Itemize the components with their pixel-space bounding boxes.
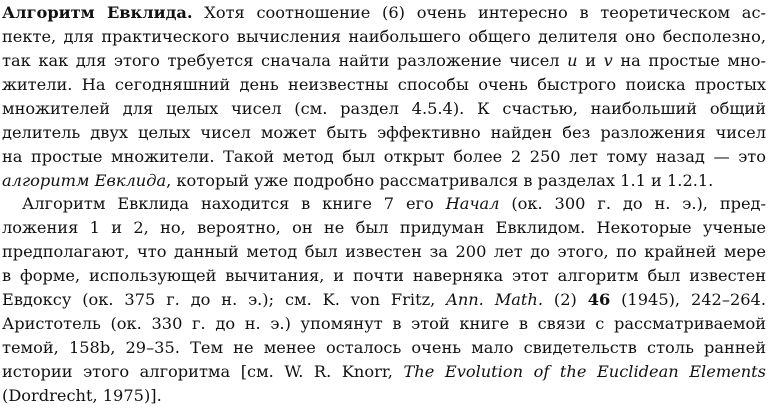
text-line bbox=[2, 312, 766, 336]
text-line bbox=[22, 192, 766, 216]
text-run: темой, 158b, 29–35. Тем не менее осталось очень мало свидетельств столь ранней bbox=[2, 338, 766, 357]
italic-text: u bbox=[567, 51, 578, 70]
text-line bbox=[2, 121, 766, 145]
text-run: Хотя соотношение (6) очень интересно в теоретическом ас- bbox=[192, 3, 766, 22]
italic-text: Начал bbox=[445, 194, 500, 213]
text-line bbox=[2, 336, 766, 360]
text-run: жители. На сегодняшний день неизвестны способы очень быстрого поиска простых bbox=[2, 75, 766, 94]
text-run: ложения 1 и 2, но, вероятно, он не был придуман Евклидом. Некоторые ученые bbox=[2, 218, 766, 237]
text-run: в форме, использующей вычитания, и почти наверняка этот алгоритм был известен bbox=[2, 266, 766, 285]
italic-text: The Evolution of the Euclidean Elements bbox=[403, 362, 766, 381]
text-line bbox=[2, 240, 766, 264]
text-run: (Dordrecht, 1975)]. bbox=[2, 386, 162, 405]
text-line bbox=[2, 288, 766, 312]
text-run: на простые мно- bbox=[612, 51, 766, 70]
text-line bbox=[2, 73, 766, 97]
italic-text: v bbox=[603, 51, 613, 70]
text-run: (1945), 242–264. bbox=[610, 290, 766, 309]
text-line bbox=[2, 216, 766, 240]
text-run: Алгоритм Евклида находится в книге 7 его bbox=[22, 194, 446, 213]
text-run: Евдоксу (ок. 375 г. до н. э.); см. K. von Fritz, bbox=[2, 290, 447, 309]
text-run: , который уже подробно рассматривался в разделах 1.1 и 1.2.1. bbox=[166, 171, 714, 190]
text-run: (2) bbox=[543, 290, 588, 309]
bold-text: 46 bbox=[587, 290, 611, 309]
text-line bbox=[2, 1, 766, 25]
text-line bbox=[2, 169, 766, 193]
text-line bbox=[2, 49, 766, 73]
text-run: множителей для целых чисел (см. раздел 4.5.4). К счастью, наибольший общий bbox=[2, 99, 766, 118]
bold-text: Алгоритм Евклида. bbox=[2, 3, 193, 22]
italic-text: алгоритм Евклида bbox=[2, 171, 167, 190]
text-line bbox=[2, 384, 766, 408]
text-line bbox=[2, 145, 766, 169]
text-line bbox=[2, 360, 766, 384]
text-run: так как для этого требуется сначала найти разложение чисел bbox=[2, 51, 568, 70]
text-run: пекте, для практического вычисления наибольшего общего делителя оно бесполезно, bbox=[2, 27, 766, 46]
text-run: предполагают, что данный метод был известен за 200 лет до этого, по крайней мере bbox=[2, 242, 766, 261]
text-line bbox=[2, 97, 766, 121]
text-run: делитель двух целых чисел может быть эффективно найден без разложения чисел bbox=[2, 123, 766, 142]
text-line bbox=[2, 25, 766, 49]
italic-text: Ann. Math. bbox=[446, 290, 544, 309]
text-run: (ок. 300 г. до н. э.), пред- bbox=[499, 194, 766, 213]
text-run: истории этого алгоритма [см. W. R. Knorr, bbox=[2, 362, 404, 381]
text-run: и bbox=[577, 51, 604, 70]
text-run: Аристотель (ок. 330 г. до н. э.) упомянут в этой книге в связи с рассматриваемой bbox=[2, 314, 766, 333]
text-run: на простые множители. Такой метод был открыт более 2 250 лет тому назад — это bbox=[2, 147, 766, 166]
text-line bbox=[2, 264, 766, 288]
